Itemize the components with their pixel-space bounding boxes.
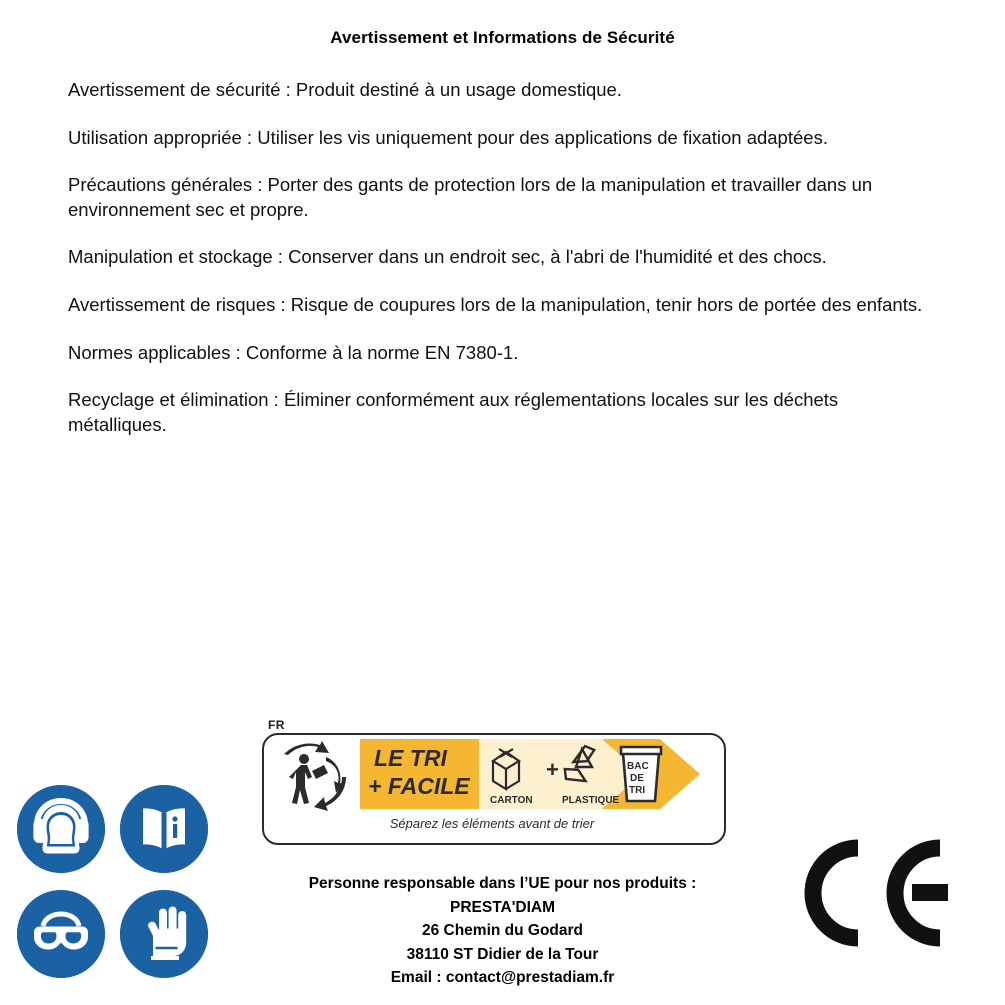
svg-text:+: + xyxy=(546,757,559,782)
svg-text:BAC: BAC xyxy=(627,761,649,772)
svg-text:Séparez les éléments avant de: Séparez les éléments avant de trier xyxy=(389,816,595,831)
svg-text:LE TRI: LE TRI xyxy=(374,745,447,771)
footer-city: 38110 ST Didier de la Tour xyxy=(406,945,599,963)
svg-text:DE: DE xyxy=(630,773,644,784)
svg-text:PLASTIQUE: PLASTIQUE xyxy=(562,795,620,806)
triman-box xyxy=(262,733,726,845)
ear-protection-icon xyxy=(17,785,105,873)
svg-text:CARTON: CARTON xyxy=(490,795,533,806)
triman-recycling-banner xyxy=(262,718,724,844)
page-title: Avertissement et Informations de Sécurité xyxy=(330,28,675,47)
footer-line-responsible: Personne responsable dans l’UE pour nos produits : xyxy=(308,875,697,892)
paragraph-proper-use: Utilisation appropriée : Utiliser les vis uniquement pour des applications de fixation adaptées. xyxy=(68,126,828,148)
read-manual-icon xyxy=(120,785,208,873)
footer-address: 26 Chemin du Godard xyxy=(421,922,584,940)
footer-email: Email : contact@prestadiam.fr xyxy=(390,969,615,987)
ce-marking-icon xyxy=(800,838,950,948)
paragraph-recycling: Recyclage et élimination : Éliminer conformément aux réglementations locales sur les déchets métalliques. xyxy=(68,389,839,435)
paragraph-risk-warning: Avertissement de risques : Risque de coupures lors de la manipulation, tenir hors de portée des enfants. xyxy=(68,293,923,315)
svg-text:+ FACILE: + FACILE xyxy=(368,773,470,799)
paragraph-standards: Normes applicables : Conforme à la norme EN 7380-1. xyxy=(68,341,519,363)
paragraph-general-precautions: Précautions générales : Porter des gants de protection lors de la manipulation et travailler dans un environnement sec et propre. xyxy=(68,174,873,220)
paragraph-safety-warning: Avertissement de sécurité : Produit destiné à un usage domestique. xyxy=(68,79,622,100)
triman-language-tag: FR xyxy=(268,718,285,732)
safety-text-block xyxy=(68,78,924,437)
svg-text:TRI: TRI xyxy=(629,785,646,796)
paragraph-handling-storage: Manipulation et stockage : Conserver dans un endroit sec, à l'abri de l'humidité et des chocs. xyxy=(68,246,827,268)
footer-company: PRESTA'DIAM xyxy=(449,898,555,916)
